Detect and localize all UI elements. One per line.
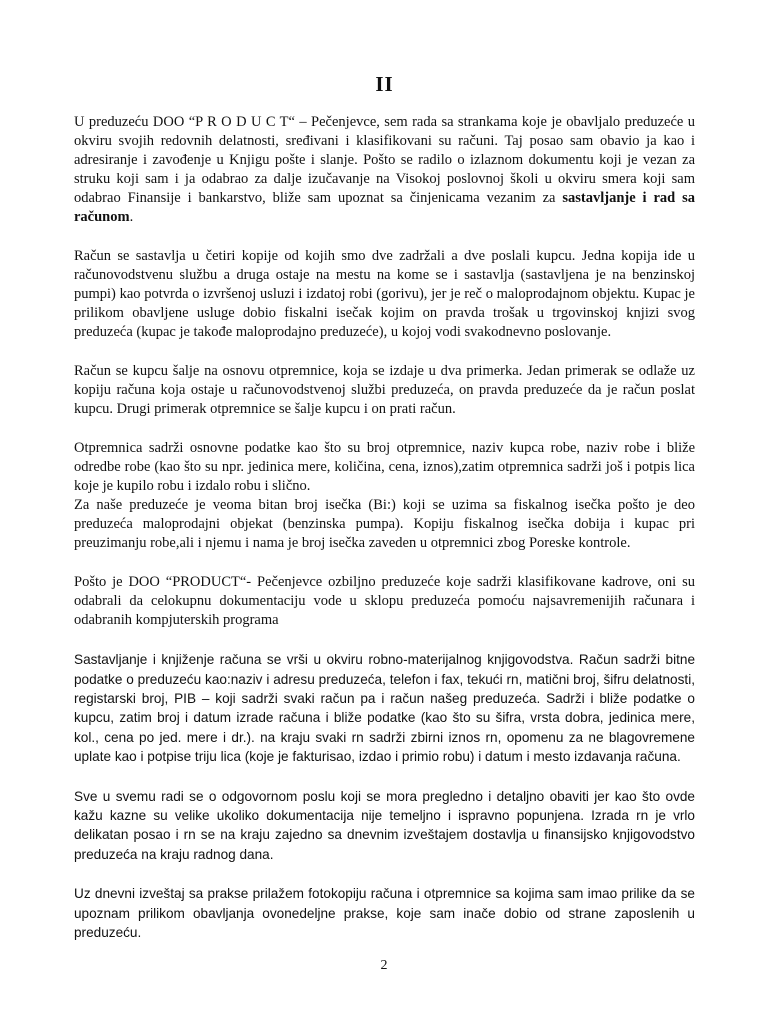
document-page	[74, 72, 695, 962]
paragraph-intro-text: U preduzeću DOO “P R O D U C T“ – Pečenjevce, sem rada sa strankama koje je obavljalo preduzeće u okviru svojih redovnih delatnosti, sređivani i klasifikovani su računi. Taj posao sam obavio ja kao i adresiranje i zavođenje u Knjigu pošte i slanje. Pošto se radilo o izlaznom dokumentu koji je vezan za struku koji sam i ja odabrao za dalje izučavanje na Visokoj poslovnoj školi u okviru smera koji sam odabrao Finansije i bankarstvo, bliže sam upoznat sa činjenicama vezanim za	[74, 114, 695, 207]
paragraph-delivery-contents: Otpremnica sadrži osnovne podatke kao što su broj otpremnice, naziv kupca robe, naziv robe i bliže odredbe robe (kao što su npr. jedinica mere, količina, cena, iznos),zatim otpremnica sadrži još i potpis lica koje je kupilo robu i izdalo robu i slično.	[74, 440, 695, 495]
paragraph-invoice-copies: Račun se sastavlja u četiri kopije od kojih smo dve zadržali a dve poslali kupcu. Jedna kopija ide u računovodstvenu službu a druga ostaje na mestu na kome se i sastavlja (sastavljena je na benzinskoj pumpi) kao potvrda o izvršenoj usluzi i izdatoj robi (gorivu), jer je reč o maloprodajnom objektu. Kupac je prilikom obavljene usluge dobio fiskalni isečak kojim on pravda trošak u trgovinskoj knjizi svog preduzeća (kupac je takođe maloprodajno preduzeće), u kojoj vodi svakodnevno poslovanje.	[74, 248, 695, 341]
paragraph-responsibility: Sve u svemu radi se o odgovornom poslu koji se mora pregledno i detaljno obaviti jer kao što ovde kažu kazne su velike ukoliko dokumentacija nije temeljno i ispravno popunjena. Izrada rn je vrlo delikatan posao i rn se na kraju zajedno sa dnevnim izveštajem dostavlja u finansijsko knjigovodstvo preduzeća na kraju radnog dana.	[74, 788, 695, 862]
paragraph-intro-end: .	[129, 209, 134, 226]
paragraph-company-software: Pošto je DOO “PRODUCT“- Pečenjevce ozbiljno preduzeće koje sadrži klasifikovane kadrove, oni su odabrali da celokupnu dokumentaciju vode u sklopu preduzeća pomoću najsavremenijih računara i odabranih kompjuterskih programa	[74, 574, 695, 629]
paragraph-receipt-number: Za naše preduzeće je veoma bitan broj isečka (Bi:) koji se uzima sa fiskalnog isečka pošto je deo preduzeća maloprodajni objekat (benzinska pumpa). Kopiju fiskalnog isečka dobija i kupac pri preuzimanju robe,ali i njemu i nama je broj isečka zaveden u otpremnici zbog Poreske kontrole.	[74, 497, 695, 552]
paragraph-bookkeeping: Sastavljanje i knjiženje računa se vrši u okviru robno-materijalnog knjigovodstva. Račun sadrži bitne podatke o preduzeću kao:naziv i adresu preduzeća, telefon i fax, tekući rn, matični broj, šifru delatnosti, registarski broj, PIB – koji sadrži svaki račun pa i račun našeg preduzeća. Sadrži i bliže podatke o kupcu, zatim broj i datum izrade računa i bliže podatke (kao što su šifra, vrsta dobra, jedinica mere, kol., cena po jed. mere i dr.). na kraju svaki rn sadrži zbirni iznos rn, opomenu za ne blagovremene uplate kao i potpise triju lica (koje je fakturisao, izdao i primio robu) i datum i mesto izdavanja računa.	[74, 652, 695, 765]
paragraph-attachment: Uz dnevni izveštaj sa prakse prilažem fotokopiju računa i otpremnice sa kojima sam imao prilike da se upoznam prilikom obavljanja ovonedeljne prakse, koje sam inače dobio od strane zaposlenih u preduzeću.	[74, 886, 695, 941]
section-heading: II	[375, 72, 394, 96]
paragraph-intro	[74, 113, 695, 227]
paragraph-intro-bold: sastavljanje i rad sa računom	[74, 190, 695, 226]
paragraph-delivery-note: Račun se kupcu šalje na osnovu otpremnice, koja se izdaje u dva primerka. Jedan primerak se odlaže uz kopiju računa koja ostaje u računovodstvenoj službi preduzeća, on pravda preduzeće da je račun poslat kupcu. Drugi primerak otpremnice se šalje kupcu i on prati račun.	[74, 363, 695, 418]
page-number: 2	[380, 958, 388, 973]
